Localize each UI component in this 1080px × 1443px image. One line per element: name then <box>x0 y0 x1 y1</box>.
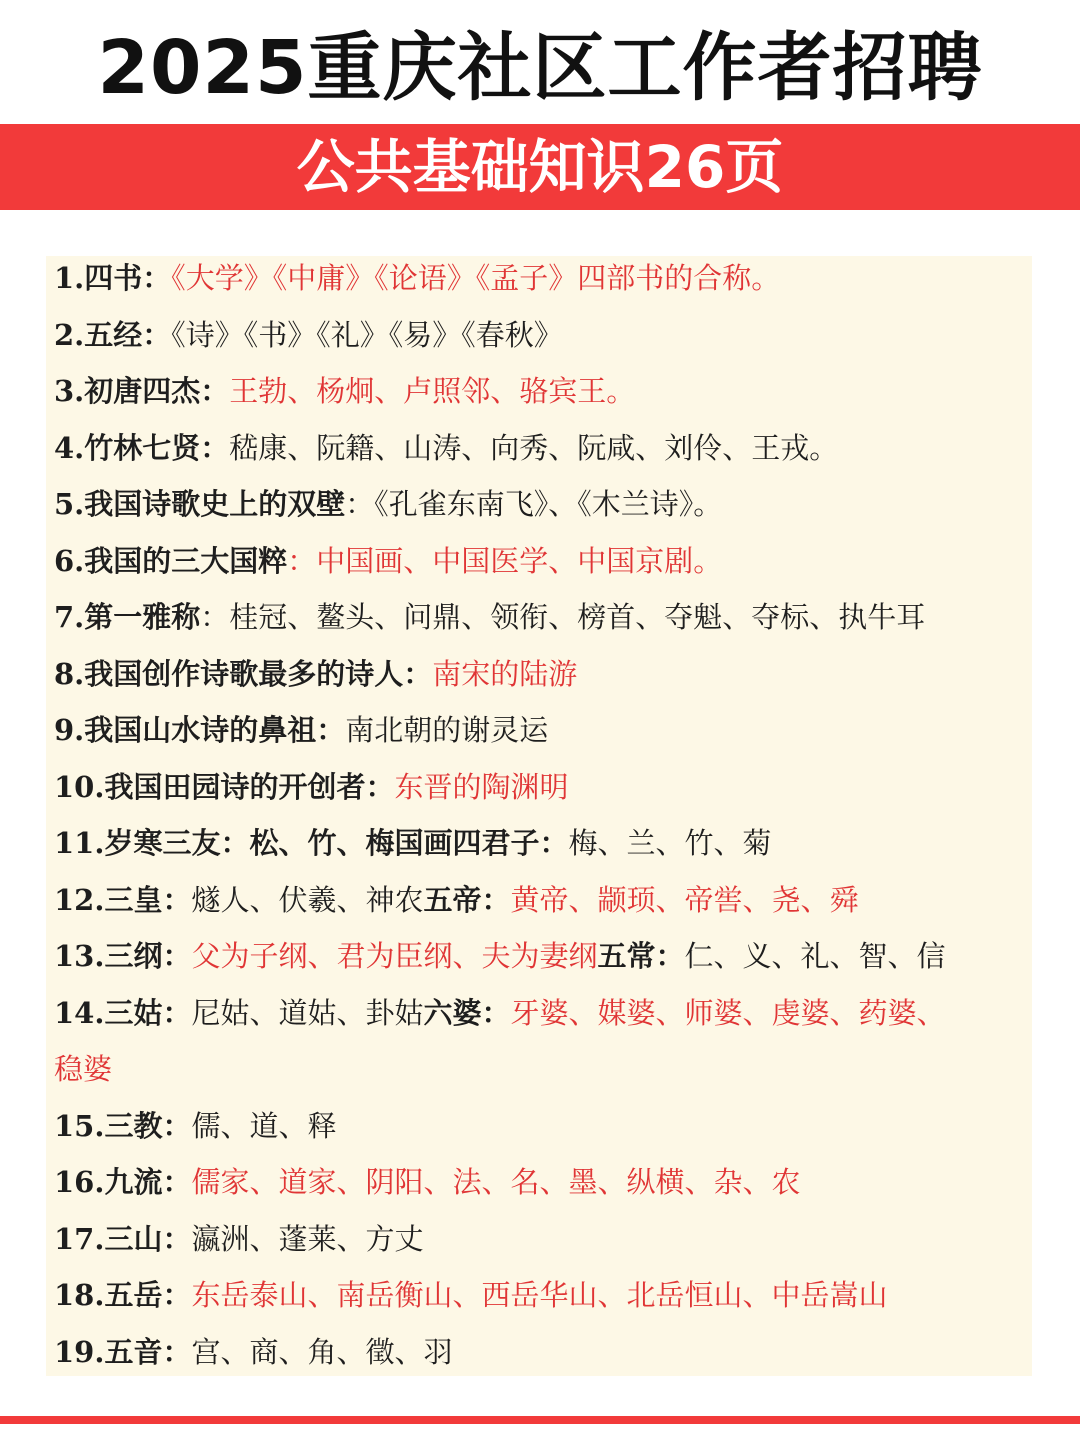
item-label: 3.初唐四杰： <box>54 374 230 408</box>
item-value-secondary: 牙婆、媒婆、师婆、虔婆、药婆、 <box>510 995 946 1030</box>
list-item <box>54 821 1029 878</box>
list-item <box>54 426 1029 483</box>
list-item <box>54 482 1029 539</box>
item-label-secondary: 国画四君子： <box>394 826 569 860</box>
item-label: 8.我国创作诗歌最多的诗人： <box>54 656 433 691</box>
list-item <box>54 595 1029 652</box>
list-item <box>54 1160 1029 1217</box>
item-label: 11.岁寒三友： <box>54 826 250 860</box>
item-label: 4.竹林七贤： <box>54 430 230 465</box>
list-item <box>54 313 1029 370</box>
item-label: 12.三皇： <box>54 882 192 917</box>
list-item <box>54 1273 1029 1330</box>
item-label: 15.三教： <box>54 1108 192 1143</box>
knowledge-list <box>54 256 1029 1386</box>
item-label: 13.三纲： <box>54 939 192 973</box>
item-label: 1.四书： <box>54 261 172 295</box>
list-item <box>54 765 1029 822</box>
item-label-secondary: 五常： <box>597 939 685 973</box>
item-value: 宫、商、角、徵、羽 <box>191 1334 453 1369</box>
item-value-secondary: 梅、兰、竹、菊 <box>568 826 772 860</box>
item-value: 儒、道、释 <box>191 1108 337 1143</box>
item-label: 18.五岳： <box>54 1278 192 1312</box>
list-item <box>54 1104 1029 1161</box>
item-value: 燧人、伏羲、神农 <box>191 882 424 917</box>
item-value: 《大学》《中庸》《论语》《孟子》四部书的合称。 <box>171 261 781 295</box>
list-item <box>54 991 1029 1048</box>
footer-bar <box>0 1416 1080 1424</box>
item-value: 嵇康、阮籍、山涛、向秀、阮咸、刘伶、王戎。 <box>229 430 839 465</box>
list-item <box>54 539 1029 596</box>
item-label-secondary: 六婆： <box>423 995 511 1030</box>
item-label: 14.三姑： <box>54 995 192 1030</box>
item-label: 17.三山： <box>54 1221 192 1256</box>
item-value: ：《孔雀东南飞》、《木兰诗》。 <box>345 487 723 521</box>
item-value-secondary: 仁、义、礼、智、信 <box>684 939 946 973</box>
list-item <box>54 708 1029 765</box>
page-subtitle: 公共基础知识26页 <box>296 133 784 201</box>
item-label: 10.我国田园诗的开创者： <box>54 769 395 804</box>
item-value: ：桂冠、鳌头、问鼎、领衔、榜首、夺魁、夺标、执牛耳 <box>200 600 926 634</box>
item-label-secondary: 五帝： <box>423 882 511 917</box>
page-title: 2025重庆社区工作者招聘 <box>97 25 983 111</box>
list-item-continuation <box>54 1047 1029 1104</box>
list-item <box>54 652 1029 709</box>
list-item <box>54 256 1029 313</box>
item-label: 16.九流： <box>54 1165 192 1199</box>
item-value-secondary: 黄帝、颛顼、帝喾、尧、舜 <box>510 882 859 917</box>
item-value: 瀛洲、蓬莱、方丈 <box>191 1221 424 1256</box>
item-value: 儒家、道家、阴阳、法、名、墨、纵横、杂、农 <box>191 1165 801 1199</box>
item-value: 松、竹、梅 <box>249 826 395 860</box>
list-item <box>54 369 1029 426</box>
list-item <box>54 878 1029 935</box>
item-value: 父为子纲、君为臣纲、夫为妻纲 <box>191 939 598 973</box>
list-item <box>54 934 1029 991</box>
item-label: 7.第一雅称 <box>54 600 201 634</box>
list-item <box>54 1330 1029 1387</box>
list-item <box>54 1217 1029 1274</box>
item-label: 9.我国山水诗的鼻祖： <box>54 713 346 747</box>
item-label: 19.五音： <box>54 1334 192 1369</box>
item-label: 6.我国的三大国粹 <box>54 543 288 578</box>
item-label: 5.我国诗歌史上的双壁 <box>54 487 346 521</box>
item-value: 王勃、杨炯、卢照邻、骆宾王。 <box>229 374 636 408</box>
item-value: 南宋的陆游 <box>432 656 578 691</box>
item-label: 2.五经： <box>54 317 172 352</box>
item-value-wrap: 稳婆 <box>54 1052 113 1086</box>
item-value: 东岳泰山、南岳衡山、西岳华山、北岳恒山、中岳嵩山 <box>191 1278 888 1312</box>
item-value: 尼姑、道姑、卦姑 <box>191 995 424 1030</box>
item-value: 东晋的陶渊明 <box>394 769 569 804</box>
item-value: ：中国画、中国医学、中国京剧。 <box>287 543 723 578</box>
item-value: 南北朝的谢灵运 <box>345 713 549 747</box>
content-panel <box>46 256 1032 1376</box>
item-value: 《诗》《书》《礼》《易》《春秋》 <box>171 317 563 352</box>
